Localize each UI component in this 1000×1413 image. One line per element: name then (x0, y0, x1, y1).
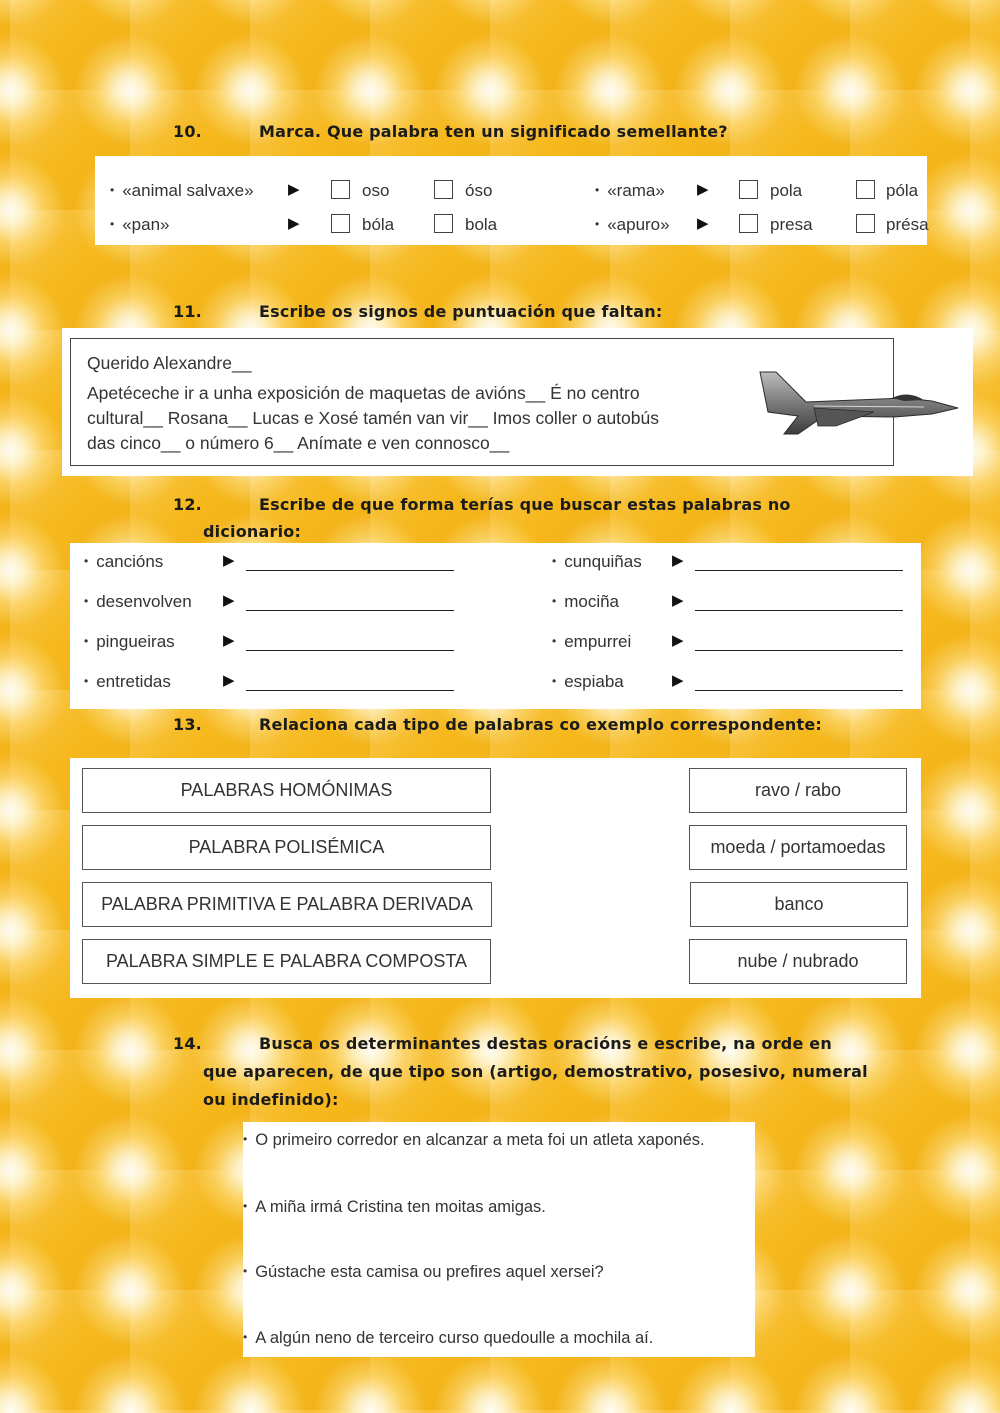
q14-sentence: • A algún neno de terceiro curso quedoulle a mochila aí. (243, 1329, 654, 1347)
word-type-box[interactable]: PALABRA PRIMITIVA E PALABRA DERIVADA (82, 882, 492, 927)
option-label: pola (770, 181, 803, 200)
q10-item: • «animal salvaxe» (110, 181, 254, 200)
q14-sentence-text: O primeiro corredor en alcanzar a meta foi un atleta xaponés. (255, 1131, 705, 1149)
checkbox[interactable] (434, 214, 453, 233)
answer-line[interactable] (695, 570, 903, 571)
q12-title-line1: Escribe de que forma terías que buscar estas palabras no (259, 495, 791, 514)
answer-line[interactable] (246, 690, 454, 691)
answer-line[interactable] (695, 650, 903, 651)
q10-word: «rama» (607, 181, 665, 200)
arrow-right-icon: ▶ (672, 592, 684, 609)
q12-title-line2: dicionario: (203, 522, 302, 541)
q12-word: • cancións (84, 552, 164, 571)
answer-line[interactable] (695, 690, 903, 691)
checkbox[interactable] (331, 180, 350, 199)
q11-greeting: Querido Alexandre__ (87, 353, 252, 373)
arrow-right-icon: ▶ (288, 181, 300, 198)
arrow-right-icon: ▶ (223, 552, 235, 569)
q14-sentence: • Gústache esta camisa ou prefires aquel xersei? (243, 1263, 604, 1281)
q12-word-label: entretidas (96, 672, 171, 691)
q10-word: «animal salvaxe» (122, 181, 254, 200)
q14-title-line2: que aparecen, de que tipo son (artigo, demostrativo, posesivo, numeral (203, 1062, 868, 1081)
example-box[interactable]: banco (690, 882, 908, 927)
q14-title-line3: ou indefinido): (203, 1090, 339, 1109)
q12-word: • pingueiras (84, 632, 175, 651)
q14-number: 14. (173, 1034, 202, 1053)
q12-word-label: pingueiras (96, 632, 175, 651)
q12-word-label: empurrei (564, 632, 632, 651)
checkbox[interactable] (856, 180, 875, 199)
arrow-right-icon: ▶ (223, 592, 235, 609)
answer-line[interactable] (246, 650, 454, 651)
option-label: bola (465, 215, 498, 234)
word-type-box[interactable]: PALABRA SIMPLE E PALABRA COMPOSTA (82, 939, 491, 984)
answer-line[interactable] (246, 570, 454, 571)
arrow-right-icon: ▶ (288, 215, 300, 232)
q11-title: Escribe os signos de puntuación que faltan: (259, 302, 663, 321)
option-label: bóla (362, 215, 395, 234)
q12-word: • mociña (552, 592, 620, 611)
q12-word: • espiaba (552, 672, 624, 691)
q12-word-label: desenvolven (96, 592, 192, 611)
fighter-jet-icon (754, 368, 966, 440)
q11-number: 11. (173, 302, 202, 321)
checkbox[interactable] (739, 214, 758, 233)
arrow-right-icon: ▶ (672, 632, 684, 649)
option-label: présa (886, 215, 929, 234)
q12-word-label: mociña (564, 592, 620, 611)
q12-word: • desenvolven (84, 592, 192, 611)
arrow-right-icon: ▶ (223, 632, 235, 649)
example-box[interactable]: ravo / rabo (689, 768, 907, 813)
checkbox[interactable] (739, 180, 758, 199)
q10-heading (173, 122, 728, 141)
word-type-box[interactable]: PALABRA POLISÉMICA (82, 825, 491, 870)
arrow-right-icon: ▶ (697, 181, 709, 198)
q11-heading (173, 302, 662, 321)
q14-sentence: • O primeiro corredor en alcanzar a meta foi un atleta xaponés. (243, 1131, 705, 1149)
q10-item: • «apuro» (595, 215, 670, 234)
q10-word: «apuro» (607, 215, 670, 234)
q11-line: Apetéceche ir a unha exposición de maquetas de avións__ É no centro (87, 383, 640, 403)
checkbox[interactable] (434, 180, 453, 199)
q14-sentence-text: A miña irmá Cristina ten moitas amigas. (255, 1198, 546, 1216)
q13-title: Relaciona cada tipo de palabras co exemplo correspondente: (259, 715, 822, 734)
arrow-right-icon: ▶ (697, 215, 709, 232)
q14-panel (243, 1122, 755, 1357)
q10-number: 10. (173, 122, 202, 141)
example-box[interactable]: nube / nubrado (689, 939, 907, 984)
q13-number: 13. (173, 715, 202, 734)
checkbox[interactable] (331, 214, 350, 233)
q12-heading (173, 495, 873, 541)
option-label: oso (362, 181, 390, 200)
answer-line[interactable] (246, 610, 454, 611)
q14-sentence-text: Gústache esta camisa ou prefires aquel xersei? (255, 1263, 604, 1281)
q12-word: • cunquiñas (552, 552, 642, 571)
q13-heading (173, 715, 822, 734)
word-type-box[interactable]: PALABRAS HOMÓNIMAS (82, 768, 491, 813)
q12-word-label: cunquiñas (564, 552, 642, 571)
q12-word: • empurrei (552, 632, 632, 651)
arrow-right-icon: ▶ (223, 672, 235, 689)
q12-number: 12. (173, 495, 202, 514)
option-label: óso (465, 181, 493, 200)
q13-panel (70, 758, 921, 998)
q14-sentence-text: A algún neno de terceiro curso quedoulle a mochila aí. (255, 1329, 654, 1347)
q14-sentence: • A miña irmá Cristina ten moitas amigas. (243, 1198, 546, 1216)
q14-title-line1: Busca os determinantes destas oracións e escribe, na orde en (259, 1034, 832, 1053)
example-box[interactable]: moeda / portamoedas (689, 825, 907, 870)
q11-line: cultural__ Rosana__ Lucas e Xosé tamén van vir__ Imos coller o autobús (87, 408, 659, 428)
q10-item: • «rama» (595, 181, 665, 200)
q10-title: Marca. Que palabra ten un significado semellante? (259, 122, 728, 141)
q10-item: • «pan» (110, 215, 170, 234)
q12-word-label: espiaba (564, 672, 624, 691)
q11-panel (62, 328, 973, 476)
option-label: póla (886, 181, 919, 200)
arrow-right-icon: ▶ (672, 672, 684, 689)
q14-heading (173, 1030, 893, 1114)
arrow-right-icon: ▶ (672, 552, 684, 569)
option-label: presa (770, 215, 813, 234)
q12-word: • entretidas (84, 672, 171, 691)
checkbox[interactable] (856, 214, 875, 233)
q12-word-label: cancións (96, 552, 164, 571)
q10-panel (95, 156, 927, 245)
answer-line[interactable] (695, 610, 903, 611)
q10-word: «pan» (122, 215, 170, 234)
q12-panel (70, 543, 921, 709)
q11-line: das cinco__ o número 6__ Anímate e ven connosco__ (87, 433, 510, 453)
